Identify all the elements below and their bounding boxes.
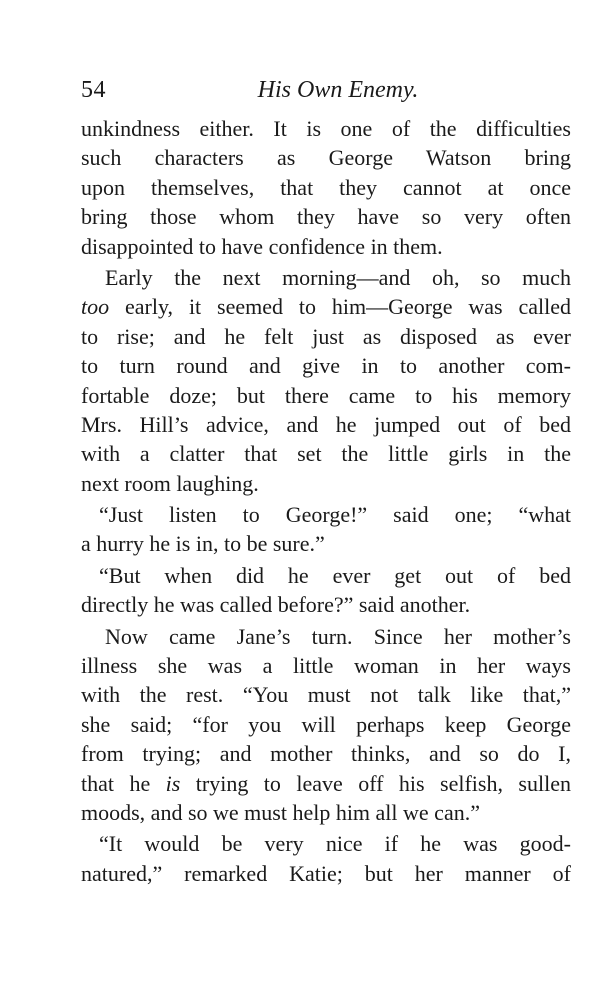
paragraph-3 [81, 500, 571, 559]
text-line: “It would be very nice if he was good- [99, 831, 571, 857]
text-line: to rise; and he felt just as disposed as ever [81, 323, 571, 349]
text-line: next room laughing. [81, 470, 259, 496]
text-line: upon themselves, that they cannot at once [81, 174, 571, 200]
page-header [81, 72, 577, 108]
body-text [81, 114, 571, 890]
paragraph-1 [81, 114, 571, 261]
text-line: such characters as George Watson bring [81, 145, 571, 171]
emphasis-text: too [81, 294, 110, 320]
text-line: disappointed to have confidence in them. [81, 233, 443, 259]
text-line: with the rest. “You must not talk like that,” [81, 682, 571, 708]
paragraph-5 [81, 622, 571, 828]
text-line: illness she was a little woman in her ways [81, 653, 571, 679]
text-line: unkindness either. It is one of the difficulties [81, 116, 571, 141]
text-segment: early, it seemed to him—George was called [109, 294, 571, 320]
text-line: she said; “for you will perhaps keep George [81, 711, 571, 737]
paragraph-4 [81, 561, 571, 620]
text-line: with a clatter that set the little girls in the [81, 441, 571, 467]
text-line: Early the next morning—and oh, so much [105, 264, 571, 290]
text-line: a hurry he is in, to be sure.” [81, 531, 325, 557]
text-line [81, 292, 571, 321]
text-line: natured,” remarked Katie; but her manner of [81, 860, 571, 886]
text-line [81, 769, 571, 798]
text-line: to turn round and give in to another com- [81, 353, 571, 379]
page-number: 54 [81, 77, 106, 103]
running-title: His Own Enemy. [257, 77, 419, 103]
text-line: “But when did he ever get out of bed [99, 562, 571, 588]
text-segment: trying to leave off his selfish, sullen [180, 770, 571, 796]
text-line: bring those whom they have so very often [81, 204, 571, 230]
text-line: “Just listen to George!” said one; “what [99, 502, 571, 528]
text-line: fortable doze; but there came to his memory [81, 382, 571, 408]
text-line: moods, and so we must help him all we can.” [81, 799, 480, 825]
paragraph-6 [81, 829, 571, 888]
text-line: directly he was called before?” said another. [81, 592, 471, 618]
text-line: Now came Jane’s turn. Since her mother’s [105, 623, 571, 649]
paragraph-2 [81, 263, 571, 498]
emphasis-text: is [165, 770, 181, 796]
text-line: from trying; and mother thinks, and so do I, [81, 741, 571, 767]
text-line: Mrs. Hill’s advice, and he jumped out of bed [81, 411, 571, 437]
text-segment: that he [81, 770, 166, 796]
